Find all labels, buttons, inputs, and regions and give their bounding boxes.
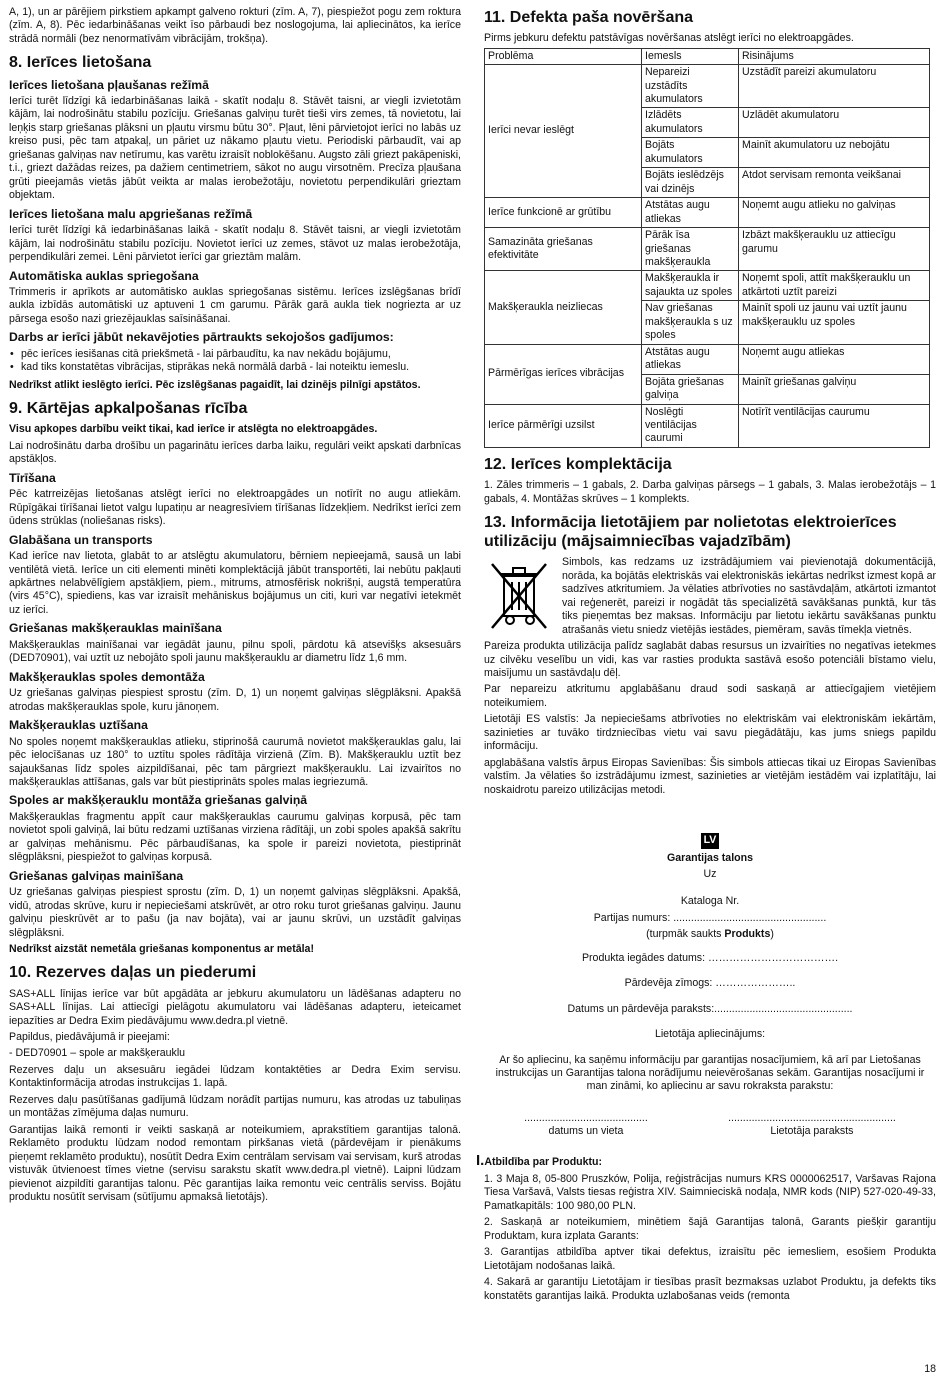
responsibility-item-2: 2. Saskaņā ar noteikumiem, minētiem šajā Garantijas talonā, Garants piešķir garantiju Produktam, kura izplata Garants: (484, 1216, 936, 1242)
cause-cell: Bojāts akumulators (642, 138, 739, 168)
responsibility-title: Atbildība par Produktu: (484, 1155, 603, 1168)
responsibility-item-4: 4. Sakarā ar garantiju Lietotājam ir tiesības prasīt bezmaksas uzlabot Produktu, ja defekts tiks konstatēts garantijas laikā. Produkta uzlabošanas veids (remonta (484, 1276, 936, 1302)
section-11-intro: Pirms jebkuru defektu patstāvīgas novēršanas atslēgt ierīci no elektroapgādes. (484, 32, 854, 45)
solution-cell: Mainīt akumulatoru uz nebojātu (739, 138, 930, 168)
section-8-paragraph-3: Trimmeris ir aprīkots ar automātisko auklas spriegošanas sistēmu. Ierīces izslēgšanas brīdī aukla izbīdās automātiski uz aptuveni 1 cm garumu. Pārāk garā aukla tiek nogriezta ar uz pārsega esošo nazi griezējauklas saīsināšanai. (9, 285, 461, 325)
problem-cell: Makšķeraukla neizliecas (485, 271, 642, 344)
section-11-title: 11. Defekta paša novēršana (484, 9, 694, 26)
section-9-subtitle-storage: Glabāšana un transports (9, 532, 153, 547)
section-8-paragraph-1: Ierīci turēt līdzīgi kā iedarbināšanas laikā - skatīt nodaļu 8. Stāvēt taisni, ar viegli izvietotām kājām, lai nodrošinātu stabilu pozīciju. Griešanas galviņu turēt tieši virs zemes, tā novietotu, lai leņķis starp griešanas plāksni un pļautu virsmu būtu 30°. Pļaut, lēni pārvietojot ierīci no labās uz kreiso pusi, pēc tam atpakaļ, un pāriet uz nākamo pļautu vietu. Periodiski pārbaudīt, vai ap griešanas galviņas nav netīrumu, kas varētu izraisīt noblokēšanu. Augsto zāli griezt pakāpeniski, t.i., griezt dažādas reizes, pa dažiem centimetriem, sākot no augu virsotnēm. Precīza pļaušana grūti pieejamās vietās jābūt veikta ar malas ierobežotāju, novietotu perpendikulāri grieztam objektam. (9, 95, 461, 202)
section-10-paragraph-5: Rezerves daļu pasūtīšanas gadījumā lūdzam norādīt partijas numuru, kas atrodas uz tabuliņas un montāžas zīmējuma daļas numuru. (9, 1093, 461, 1120)
guarantee-for: Uz (703, 867, 717, 880)
problem-cell: Samazināta griešanas efektivitāte (485, 228, 642, 271)
problem-cell: Ierīci nevar ieslēgt (485, 65, 642, 198)
section-10-paragraph-2: Papildus, piedāvājumā ir pieejami: (9, 1031, 170, 1043)
section-9-paragraph-7: Makšķerauklas fragmentu appīt caur makšķerauklas caurumu galviņas korpusā, pēc tam novietot spoli galviņā, lai būtu redzami uztīšanas virziena rādītāji, un zobi spoles apakšā sakrītu ar galviņas mehānismu. Pēc pārbaudīšanas, ka spole ir pareizi novietota, piestiprināt slēgplāksni, piespiežot to galviņas korpusā. (9, 810, 461, 864)
section-12-paragraph: 1. Zāles trimmeris – 1 gabals, 2. Darba galviņas pārsegs – 1 gabals, 3. Malas ierobežotājs – 1 gabals, 4. Montāžas skrūves – 1 komplekts. (484, 479, 936, 505)
section-9-paragraph-8: Uz griešanas galviņas piespiest sprostu (zīm. D, 1) un noņemt galviņas slēgplāksni. Apakšā, vidū, atrodas skrūve, kuru ir nepieciešami atskrūvēt, ar otro roku turot griešanas galviņu. Jaunu galviņu pieskrūvēt ar to pašu (ja nav bojāta), vai ar jaunu skrūvi, un uzstādīt galviņas slēgplāksni. (9, 886, 461, 939)
section-9-bold-note: Visu apkopes darbību veikt tikai, kad ierīce ir atslēgta no elektroapgādes. (9, 423, 378, 436)
left-column (9, 6, 461, 1207)
cause-cell: Noslēgti ventilācijas caurumi (642, 404, 739, 447)
date-signature: Datums un pārdevēja paraksts:............................................... (567, 1002, 853, 1015)
solution-cell: Izbāzt makšķerauklu uz attiecīgu garumu (739, 228, 930, 271)
section-12-title: 12. Ierīces komplektācija (484, 455, 672, 473)
solution-cell: Uzstādīt pareizi akumulatoru (739, 65, 930, 108)
section-9-subtitle-winding: Makšķerauklas uztīšana (9, 718, 148, 733)
section-9-warning: Nedrīkst aizstāt nemetāla griešanas komponentus ar metāla! (9, 943, 314, 955)
intro-paragraph: A, 1), un ar pārējiem pirkstiem apkampt galveno rokturi (zīm. A, 7), piespiežot pogu zem roktura (zīm. A, 8). Pēc iedarbināšanas veikt īso pārbaudi bez noslogojuma, lai apliecinātos, ka ierīce strādā normāli (bez nenormatīvām vibrācijām, trokšņa). (9, 6, 461, 45)
section-8-title: 8. Ierīces lietošana (9, 54, 152, 72)
solution-cell: Notīrīt ventilācijas caurumu (739, 404, 930, 447)
cause-cell: Bojāts ieslēdzējs vai dzinējs (642, 168, 739, 198)
roman-numeral: I. (476, 1151, 485, 1169)
header-problem: Problēma (485, 48, 642, 64)
weee-block (484, 556, 936, 637)
cause-cell: Makšķeraukla ir sajaukta uz spoles (642, 271, 739, 301)
table-row (485, 404, 930, 447)
seller-stamp: Pārdevēja zīmogs: ………………….. (624, 977, 796, 990)
solution-cell: Uzlādēt akumulatoru (739, 108, 930, 138)
table-row (485, 198, 930, 228)
cause-cell: Bojāta griešanas galviņa (642, 374, 739, 404)
user-confirmation-text: Ar šo apliecinu, ka saņēmu informāciju par garantijas nosacījumiem, kā arī par Lietošanas instrukcijas un Garantijas talona norādījumu neievērošanas sekām. Garantijas nosacījumi ir man zināmi, ko apliecinu ar savu rokraksta parakstu: (495, 1053, 925, 1093)
section-9-subtitle-spool-removal: Makšķerauklas spoles demontāža (9, 669, 205, 684)
solution-cell: Noņemt spoli, attīt makšķerauklu un atkārtoti uztīt pareizi (739, 271, 930, 301)
guarantee-title: Garantijas talons (667, 851, 753, 864)
section-8-paragraph-2: Ierīci turēt līdzīgi kā iedarbināšanas laikā - skatīt nodaļu 8. Stāvēt taisni, ar viegli izvietotām kājām, lai nodrošinātu stabilu pozīciju. Novietot ierīci uz zemes, stāvot uz malas ierobežotāja, perpendikulāri zemei. Lēni pārvietot ierīci gar grieztām malām. (9, 224, 461, 264)
section-9-paragraph-4: Makšķerauklas mainīšanai var iegādāt jaunu, pilnu spoli, pārdotu kā atsevišķs aksesuārs (DED70901), vai uztīt uz nebojāto spoli jaunu makšķerauklu ar diametru līdz 1,6 mm. (9, 638, 461, 665)
stop-conditions-list (9, 348, 461, 375)
section-8-subtitle-stop: Darbs ar ierīci jābūt nekavējoties pārtraukts sekojošos gadījumos: (9, 330, 394, 345)
section-10-paragraph-4: Rezerves daļu un aksesuāru iegādei lūdzam kontaktēties ar Dedra Exim servisu. Kontaktinformācija atrodas instrukcijas 1. lapā. (9, 1063, 461, 1090)
signature-user: ......................................................... Lietotāja paraksts (728, 1111, 896, 1138)
section-9-subtitle-head-replace: Griešanas galviņas mainīšana (9, 868, 184, 883)
section-10-paragraph-3: - DED70901 – spole ar makšķerauklu (9, 1047, 186, 1060)
section-10-title: 10. Rezerves daļas un piederumi (9, 964, 257, 982)
responsibility-item-1: 1. 3 Maja 8, 05-800 Pruszków, Polija, reģistrācijas numurs KRS 0000062517, Varšavas Rajona Tiesa Varšavā, Valsts tiesas reģistra XIV. Saimnieciskā nodaļa, NMR kods (NIP) 527-020-49-33, Pamatkapitāls: 100 980,00 PLN. (484, 1172, 936, 1212)
section-9-subtitle-cleaning: Tīrīšana (9, 470, 56, 485)
section-13-title: 13. Informācija lietotājiem par nolietotas elektroierīces utilizāciju (mājsaimniecības vajadzībām) (484, 513, 897, 551)
signature-row (484, 1112, 936, 1139)
catalog-number: Kataloga Nr. (680, 895, 740, 908)
page-number: 18 (924, 1363, 936, 1375)
table-row (485, 228, 930, 271)
section-9-paragraph-6: No spoles noņemt makšķerauklas atlieku, stiprinošā caurumā novietot makšķerauklas galu, lai pēc ielocīšanas uz 180° to uztītu spoles rādītāja virzienā (Zīm. B). Makšķerauklu uztīt bez sajaukšanas līdz spoles aizpildīšanai, pēc tam pārgriezt makšķerauklu. Lai izvairītos no makšķerauklas attīšanas, gals var būt piestiprināts spoles malas iegriezumā. (9, 735, 461, 788)
section-8-subtitle-edging: Ierīces lietošana malu apgriešanas režīmā (9, 206, 253, 221)
section-9-paragraph-1: Lai nodrošinātu darba drošību un pagarinātu ierīces darba laiku, regulāri veikt apskati darbnīcas apstākļos. (9, 439, 461, 466)
solution-cell: Mainīt spoli uz jaunu vai uztīt jaunu makšķerauklu uz spoles (739, 301, 930, 344)
solution-cell: Noņemt augu atliekas (739, 344, 930, 374)
table-row (485, 65, 930, 108)
user-confirmation-title: Lietotāja apliecinājums: (654, 1028, 766, 1041)
header-cause: Iemesls (642, 48, 739, 64)
section-9-paragraph-3: Kad ierīce nav lietota, glabāt to ar atslēgtu akumulatoru, bērniem nepieejamā, sausā un labi ventilētā vietā. Ierīce un citi elementi minēti komplektācijā jābūt transportēti, lai nebūtu pakļauti apkārtnes nelabvēlīgiem apstākļiem, piem., mitrums, atmosfērisk nokrišņi, augstā temperatūra (virs 45°C), spiediens, kas var izraisīt mehāniskus bojājumus un citi, kuri var negatīvi ietekmēt uz ierīci. (9, 550, 461, 616)
responsibility-section (476, 1151, 936, 1303)
section-13-paragraph-4: Lietotāji ES valstīs: Ja nepieciešams atbrīvoties no elektriskām vai elektroniskām iekārtām, sazinieties ar tuvāko tirdzniecības vietu vai savu piegādātāju, kas jums sniegs papildu informāciju. (484, 713, 936, 753)
solution-cell: Mainīt griešanas galviņu (739, 374, 930, 404)
section-10-paragraph-1: SAS+ALL līnijas ierīce var būt apgādāta ar jebkuru akumulatoru un lādēšanas adapteru no SAS+ALL līnijas. Lai attiecīgi pielāgotu akumulatoru vai lādēšanas adapteru, ieteicamet iepazīties ar Dedra Exim piedāvājumu www.dedra.pl vietnē. (9, 987, 461, 1027)
header-solution: Risinājums (739, 48, 930, 64)
cause-cell: Nav griešanas makšķeraukla s uz spoles (642, 301, 739, 344)
responsibility-item-3: 3. Garantijas atbildība aptver tikai defektus, izraisītu pēc iemesliem, esošiem Produkta Lietotājam nodošanas laikā. (484, 1246, 936, 1272)
section-8-warning: Nedrīkst atlikt ieslēgto ierīci. Pēc izslēgšanas pagaidīt, lai dzinējs pilnīgi apstātos. (9, 378, 421, 391)
list-item: • kad tiks konstatētas vibrācijas, stiprākas nekā normālā darbā - lai noteiktu iemeslu. (21, 361, 461, 374)
table-header-row (485, 48, 930, 64)
language-badge: LV (701, 833, 720, 848)
table-row (485, 344, 930, 374)
product-note: (turpmāk saukts Produkts) (646, 928, 774, 941)
troubleshooting-table (484, 48, 930, 448)
section-13-paragraph-2: Pareiza produkta utilizācija palīdz saglabāt dabas resursus un izvairīties no negatīvas ietekmes uz cilvēku veselību un vidi, kas var rasties produkta sastāvā esošo potenciāli bīstamo vielu, maisījumu un sastāvdaļu dēļ. (484, 640, 936, 679)
section-13-paragraph-1: Simbols, kas redzams uz izstrādājumiem vai pievienotajā dokumentācijā, norāda, ka bojātās elektriskās vai elektroniskās iekārtas nedrīkst izmest kopā ar sadzīves atkritumiem. Ja vēlaties atbrīvoties no sastāvdaļām, atkārtoti izmantot vai reģenerēt, pareizi ir nogādāt tās specializētā savākšanas punktā, kur tās tiks pieņemtas bez maksas. Informāciju par lietotu iekārtu savākšanas punktu atrašanās vietu sniedz vietējās iestādes, piemēram, savās tīmekļa vietnēs. (562, 556, 936, 636)
table-row (485, 271, 930, 301)
signature-place-date: .......................................... datums un vieta (524, 1111, 648, 1138)
solution-cell: Noņemt augu atlieku no galviņas (739, 198, 930, 228)
right-column (476, 6, 936, 1306)
troubleshooting-table-body (485, 65, 930, 448)
section-9-subtitle-line-replace: Griešanas makšķerauklas mainīšana (9, 621, 222, 636)
problem-cell: Ierīce funkcionē ar grūtību (485, 198, 642, 228)
section-13-paragraph-3: Par nepareizu atkritumu apglabāšanu draud sodi saskaņā ar attiecīgajiem vietējiem noteikumiem. (484, 683, 936, 709)
section-13-paragraph-5: apglabāšana valstīs ārpus Eiropas Savienības: Šis simbols attiecas tikai uz Eiropas Savienības valstīm. Ja vēlaties šo izstrādājumu izmest, sazinieties ar vietējām iestādēm vai izplatītāju, lai noskaidrotu pareizo utilizācijas metodi. (484, 756, 936, 796)
cause-cell: Izlādēts akumulators (642, 108, 739, 138)
purchase-date: Produkta iegādes datums: ………………………………. (581, 951, 839, 964)
list-item: • pēc ierīces iesišanas citā priekšmetā - lai pārbaudītu, ka nav nekādu bojājumu, (21, 348, 461, 361)
section-9-paragraph-2: Pēc katrreizējas lietošanas atslēgt ierīci no elektroapgādes un notīrīt no augu atliekām. Rūpīgākai tīrīšanai lietot valgu lupatiņu ar neagresīviem tīrīšanas līdzekļiem. Nedrīkst ierīci zem ūdens strūklas (noliešanas risks). (9, 488, 461, 528)
section-9-subtitle-spool-mount: Spoles ar makšķerauklu montāža griešanas galviņā (9, 793, 308, 808)
problem-cell: Pārmērīgas ierīces vibrācijas (485, 344, 642, 404)
section-8-subtitle-mowing: Ierīces lietošana pļaušanas režīmā (9, 77, 209, 92)
section-9-title: 9. Kārtējas apkalpošanas rīcība (9, 400, 248, 418)
section-9-paragraph-5: Uz griešanas galviņas piespiest sprostu (zīm. D, 1) un noņemt galviņas slēgplāksni. Apakšā atrodas makšķerauklas spole, kuru jānoņem. (9, 687, 461, 713)
section-10-paragraph-6: Garantijas laikā remonti ir veikti saskaņā ar noteikumiem, aprakstītiem garantijas talonā. Reklamēto produktu lūdzam nodod remontam pirkšanas vietā (pārdevējam ir pienākums pieņemt reklamēto produktu), nosūtīt Dedra Exim centrālam servisam vai servisam, kurš atrodas vistuvāk ūtvienoest tīmes vietne (servisu sarakstu skatīt www.dedra.pl vietnē). Laipni lūdzam pievienot aizpildīti garantijas talonu. Pēc garantijas laika remontu veic centrālis serviss. Bojātu produktu nosūtīt servisam (sūtījumu apmaksā lietotājs). (9, 1123, 461, 1203)
batch-number: Partijas numurs: .................................................... (593, 911, 827, 924)
cause-cell: Atstātas augu atliekas (642, 344, 739, 374)
cause-cell: Pārāk īsa griešanas makšķeraukla (642, 228, 739, 271)
problem-cell: Ierīce pārmērīgi uzsilst (485, 404, 642, 447)
solution-cell: Atdot servisam remonta veikšanai (739, 168, 930, 198)
cause-cell: Atstātas augu atliekas (642, 198, 739, 228)
cause-cell: Nepareizi uzstādīts akumulators (642, 65, 739, 108)
guarantee-card (484, 833, 936, 1139)
section-8-subtitle-line-feed: Automātiska auklas spriegošana (9, 268, 199, 283)
crossed-out-wheelie-bin-icon (484, 558, 554, 633)
